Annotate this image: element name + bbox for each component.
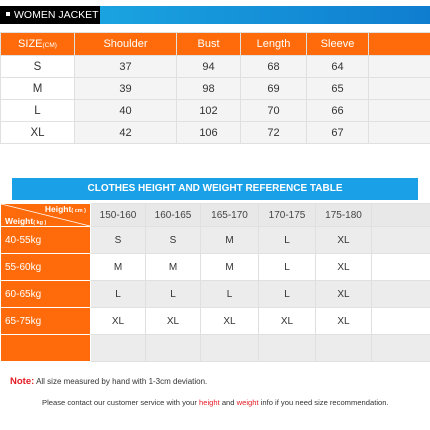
size-cell: XL: [316, 308, 372, 335]
weight-range-cell: 55-60kg: [1, 254, 91, 281]
size-cell: [91, 335, 146, 362]
empty-cell: [369, 122, 430, 144]
table-row: [1, 78, 430, 100]
height-range-cell: 165-170: [201, 204, 259, 227]
bullet-icon: [6, 12, 10, 16]
sleeve-cell: 67: [307, 122, 369, 144]
empty-header: [369, 33, 430, 56]
height-range-cell: 170-175: [259, 204, 316, 227]
weight-range-cell: 40-55kg: [1, 227, 91, 254]
size-cell: M: [1, 78, 75, 100]
size-cell: [316, 335, 372, 362]
women-jacket-title-text: WOMEN JACKET: [14, 9, 99, 21]
size-cell: L: [259, 227, 316, 254]
size-table-header-row: [1, 33, 430, 56]
height-range-cell: 160-165: [146, 204, 201, 227]
header-blue-bar: [100, 6, 430, 24]
size-cell: L: [1, 100, 75, 122]
length-cell: 69: [241, 78, 307, 100]
size-cell: [146, 335, 201, 362]
empty-cell: [369, 56, 430, 78]
height-label: Height( cm ): [44, 204, 86, 214]
table-row: [1, 335, 430, 362]
shoulder-cell: 39: [75, 78, 177, 100]
size-cell: S: [1, 56, 75, 78]
weight-label: Weight( kg ): [5, 216, 47, 226]
sleeve-header: Sleeve: [307, 33, 369, 56]
height-range-cell: 150-160: [91, 204, 146, 227]
table-row: [1, 227, 430, 254]
bust-header: Bust: [177, 33, 241, 56]
empty-cell: [369, 100, 430, 122]
bust-cell: 106: [177, 122, 241, 144]
bust-cell: 98: [177, 78, 241, 100]
note-label: Note:: [10, 376, 35, 387]
size-cell: [201, 335, 259, 362]
size-cell: S: [91, 227, 146, 254]
table-row: [1, 254, 430, 281]
length-cell: 68: [241, 56, 307, 78]
size-cell: S: [146, 227, 201, 254]
women-jacket-title: [0, 6, 100, 24]
and-word: and: [219, 398, 237, 407]
size-cell: XL: [201, 308, 259, 335]
size-cell: L: [91, 281, 146, 308]
table-row: [1, 100, 430, 122]
weight-range-cell: 60-65kg: [1, 281, 91, 308]
size-cell: XL: [259, 308, 316, 335]
bust-cell: 94: [177, 56, 241, 78]
sleeve-cell: 66: [307, 100, 369, 122]
length-header: Length: [241, 33, 307, 56]
size-cell: XL: [91, 308, 146, 335]
height-weight-header: [0, 178, 430, 200]
empty-cell: [372, 335, 430, 362]
size-cell: L: [259, 254, 316, 281]
note-text: All size measured by hand with 1-3cm deviation.: [36, 377, 208, 386]
empty-cell: [372, 308, 430, 335]
height-weight-title: CLOTHES HEIGHT AND WEIGHT REFERENCE TABLE: [87, 183, 343, 194]
shoulder-cell: 37: [75, 56, 177, 78]
contact-text-b: info if you need size recommendation.: [258, 398, 389, 407]
contact-text-a: Please contact our customer service with your: [42, 398, 200, 407]
sleeve-cell: 65: [307, 78, 369, 100]
size-cell: L: [146, 281, 201, 308]
height-word: height: [199, 398, 220, 407]
size-cell: L: [259, 281, 316, 308]
empty-cell: [369, 78, 430, 100]
height-header-row: [1, 204, 430, 227]
size-cell: XL: [316, 281, 372, 308]
size-cell: M: [201, 227, 259, 254]
bust-cell: 102: [177, 100, 241, 122]
contact-note-line: [42, 398, 389, 407]
weight-range-cell: [1, 335, 91, 362]
shoulder-cell: 40: [75, 100, 177, 122]
length-cell: 70: [241, 100, 307, 122]
note-line: [10, 376, 207, 387]
height-weight-corner: [1, 204, 91, 227]
weight-word: weight: [236, 398, 259, 407]
size-cell: M: [91, 254, 146, 281]
size-cell: XL: [316, 227, 372, 254]
size-cell: L: [201, 281, 259, 308]
length-cell: 72: [241, 122, 307, 144]
table-row: [1, 281, 430, 308]
size-cell: XL: [316, 254, 372, 281]
height-weight-table: [0, 203, 430, 362]
height-range-cell: 175-180: [316, 204, 372, 227]
size-cell: XL: [146, 308, 201, 335]
empty-cell: [372, 227, 430, 254]
weight-range-cell: 65-75kg: [1, 308, 91, 335]
table-row: [1, 308, 430, 335]
empty-cell: [372, 281, 430, 308]
size-cell: XL: [1, 122, 75, 144]
table-row: [1, 122, 430, 144]
empty-cell: [372, 204, 430, 227]
empty-cell: [372, 254, 430, 281]
size-header: SIZE(CM): [1, 33, 75, 56]
table-row: [1, 56, 430, 78]
size-cell: M: [201, 254, 259, 281]
shoulder-header: Shoulder: [75, 33, 177, 56]
size-cell: M: [146, 254, 201, 281]
size-cell: [259, 335, 316, 362]
women-jacket-header: [0, 0, 430, 30]
sleeve-cell: 64: [307, 56, 369, 78]
size-measurement-table: [0, 32, 430, 144]
shoulder-cell: 42: [75, 122, 177, 144]
